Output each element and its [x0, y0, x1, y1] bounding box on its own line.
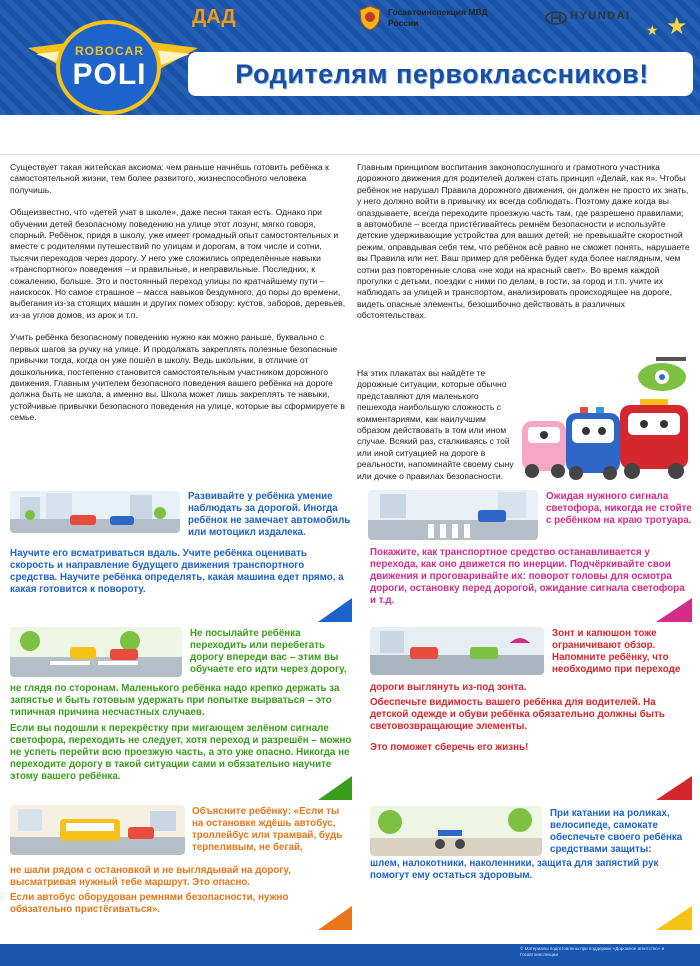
sponsors-bar	[0, 115, 700, 155]
tip-highlight: При катании на роликах, велосипеде, самокате обеспечьте своего ребёнка средствами защиты:	[550, 808, 683, 855]
hyundai-logo-text: HYUNDAI	[570, 10, 631, 22]
tip-highlight: Зонт и капюшон тоже ограничивают обзор. Напомните ребёнку, что необходимо при переходе	[552, 628, 681, 675]
logo-subtitle: ROBOCAR	[75, 44, 144, 58]
footer-note: © Материалы подготовлены при поддержке «Дорожное агентство» и Госавтоинспекции	[520, 946, 665, 957]
corner-triangle	[318, 906, 352, 930]
street-scene-illustration	[10, 491, 180, 533]
bus-stop-scene-illustration	[10, 805, 185, 855]
street-scene-illustration	[10, 627, 182, 677]
tip-text: Если автобус оборудован ремнями безопасности, нужно обязательно пристёгиваться».	[10, 892, 289, 915]
star-icon: ★	[666, 13, 688, 40]
robocar-characters-illustration	[516, 355, 694, 487]
intro-left-column	[10, 162, 346, 435]
tip-text: дороги выглянуть из-под зонта.	[370, 682, 527, 693]
corner-triangle	[318, 776, 352, 800]
tip-text: не шали рядом с остановкой и не выглядывай на дорогу, высматривая нужный тебе маршрут. Это опасно.	[10, 865, 291, 888]
hyundai-emblem-icon	[545, 11, 567, 25]
star-icon: ★	[646, 22, 659, 38]
tip-text: Это поможет сберечь его жизнь!	[370, 742, 529, 753]
corner-triangle	[318, 598, 352, 622]
tip-text: Покажите, как транспортное средство останавливается у перехода, как оно движется по инерции. Подчёркивайте свои движения и проговаривайте их: поворот головы для осмотра дороги, остановку перед дорогой, ожидание сигнала светофора и т.д.	[370, 547, 685, 606]
logo-title: POLI	[72, 58, 147, 91]
tip-text: Научите его всматриваться вдаль. Учите ребёнка оценивать скорость и направление будущего движения транспортного средства. Научите ребёнка определять, какая машина едет прямо, а какая готовится к повороту.	[10, 548, 344, 595]
intro-paragraph: Главным принципом воспитания законопослушного и грамотного участника дорожного движения для родителей должен стать принцип «Делай, как я». Чтобы ребёнок не нарушал Правила дорожного движения, он должен не просто их знать, у него должно войти в привычку их всегда соблюдать. Поэтому даже когда вы опаздываете, всегда переходите проезжую часть там, где разрешено правилами; в автомобиле – всегда пристёгивайтесь ремнём безопасности и используйте детские удерживающие устройства для ваших детей; не превышайте скоростной режим, оправдывая себя тем, что ребёнок всё равно не сможет понять, нарушаете вы Правила или нет. Ваш пример для ребёнка будет куда более наглядным, чем сотни раз повторенные слова «не ходи на красный свет». Во время каждой прогулки с детьми, поездки с ними по делам, в гости, за город и т.п. учите их наблюдать за улицей и транспортом, анализировать происходящее на дороге, видеть опасные элементы, безошибочно действовать в различных обстоятельствах.	[357, 162, 690, 321]
tip-highlight: Не посылайте ребёнка переходить или перебегать дорогу впереди вас – этим вы обучаете его идти через дорогу,	[190, 628, 347, 675]
tip-highlight: Развивайте у ребёнка умение наблюдать за дорогой. Иногда ребёнок не замечает автомобиль или мотоцикл издалека.	[188, 491, 351, 538]
intro-right-column	[357, 162, 690, 333]
intro-paragraph: На этих плакатах вы найдёте те дорожные ситуации, которые обычно представляют для маленького пешехода наибольшую сложность с комментариями, как наилучшим образом действовать в том или ином случае. Всякий раз, сталкиваясь с той или иной ситуацией на дороге в реальности, напоминайте своему сыну или дочке о правилах безопасности.	[357, 368, 514, 481]
intro-paragraph: Учить ребёнка безопасному поведению нужно как можно раньше, буквально с первых шагов за ручку на улице. И продолжать закреплять полезные безопасные привычки тогда, когда он уже пошёл в школу. Ведь школьник, в отличие от дошкольника, постепенно становится самостоятельным участником дорожного движения. Главным учителем безопасного поведения вашего ребёнка на дороге должна быть не школа, а именно вы. Школа может лишь закреплять те навыки, устойчивые привычки безопасного поведения на улице, которые вы сформируете в семье.	[10, 332, 345, 423]
tip-text: шлем, налокотники, наколенники, защита для запястий рук помогут ему остаться здоровым.	[370, 858, 659, 881]
gibdd-logo-text: Госавтоинспекция МВД России	[388, 7, 488, 28]
gibdd-emblem-icon	[358, 5, 382, 31]
intro-right-column-2	[357, 368, 517, 493]
tip-text: Обеспечьте видимость вашего ребёнка для водителей. На детской одежде и обуви ребёнка обязательно должны быть световозвращающие элементы.	[370, 697, 665, 732]
corner-triangle	[656, 776, 692, 800]
corner-triangle	[656, 598, 692, 622]
tip-text: не глядя по сторонам. Маленького ребёнка надо крепко держать за запястье и быть готовым удержать при попытке вырваться – это типичная причина несчастных случаев.	[10, 683, 340, 718]
corner-triangle	[656, 906, 692, 930]
page-title: Родителям первоклассников!	[235, 59, 649, 89]
crosswalk-scene-illustration	[368, 490, 538, 540]
park-scene-illustration	[370, 806, 542, 856]
tip-highlight: Объясните ребёнку: «Если ты на остановке ждёшь автобус, троллейбус или трамвай, будь терпеливым, не бегай,	[192, 806, 343, 853]
rainy-street-scene-illustration	[370, 627, 544, 675]
intro-paragraph: Общеизвестно, что «детей учат в школе», даже песня такая есть. Однако при обучении детей безопасному поведению на улице этот лозунг, мягко говоря, спорный. Ребёнок, придя в школу, уже имеет громадный опыт самостоятельных и вместе с родителями путешествий по улицам и дорогам, в том числе и сотни, тысячи переходов через дорогу. У него уже сложились определённые навыки «транспортного» поведения – и правильные, и неправильные. Последних, к сожалению, больше. Это и постоянный переход улицы по кратчайшему пути – наискосок. Но самое страшное – масса навыков бездумного, до поры до времени, выбегания из-за стоящих машин и других помех обзору: кустов, заборов, деревьев, из-за углов домов, из арок и т.п.	[10, 207, 346, 320]
intro-paragraph: Существует такая житейская аксиома: чем раньше начнёшь готовить ребёнка к самостоятельной жизни, тем более развитого, жизнеспособного человека получишь.	[10, 162, 329, 195]
tip-text: Если вы подошли к перекрёстку при мигающем зелёном сигнале светофора, переходить не следует, хотя переход и разрешён – можно не успеть перейти всю проезжую часть, а это уже опасно. Никогда не переходите дорогу в такой ситуации сами и обязательно научите этому вашего ребёнка.	[10, 723, 352, 782]
dad-logo: ДАД	[192, 6, 236, 28]
tip-highlight: Ожидая нужного сигнала светофора, никогда не стойте с ребёнком на краю тротуара.	[546, 491, 692, 526]
